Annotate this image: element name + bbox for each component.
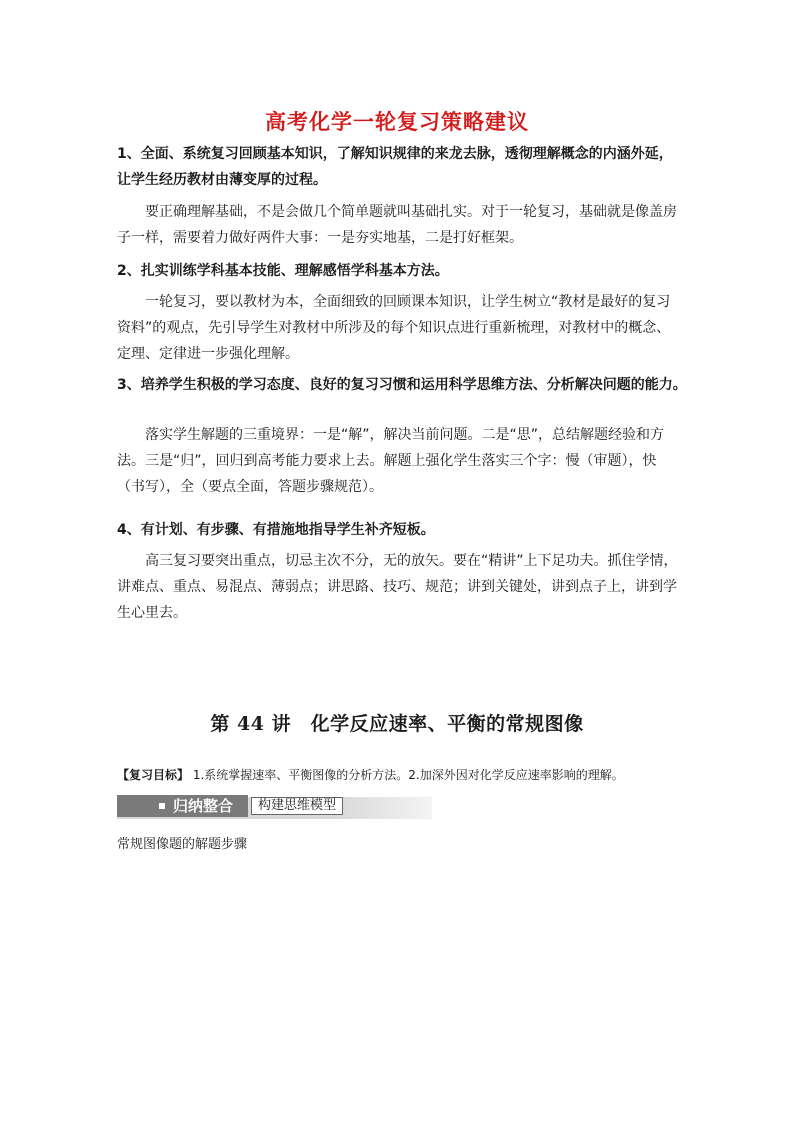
section-1-body: 要正确理解基础，不是会做几个简单题就叫基础扎实。对于一轮复习，基础就是像盖房子一样，需要着力做好两件大事：一是夯实地基，二是打好框架。 [117,204,677,246]
banner-dark-label: 归纳整合 [173,797,234,815]
banner-dark-tab [117,795,248,817]
square-bullet-icon [159,803,165,809]
review-goal-text: 1.系统掌握速率、平衡图像的分析方法。2.加深外因对化学反应速率影响的理解。 [192,768,624,782]
section-2-body: 一轮复习，要以教材为本，全面细致的回顾课本知识，让学生树立“教材是最好的复习资料”的观点，先引导学生对教材中所涉及的每个知识点进行重新梳理，对教材中的概念、定理、定律进一步强化理解。 [117,294,671,362]
banner-light-label: 构建思维模型 [251,797,343,815]
section-3 [117,372,697,500]
section-4-heading: 4、有计划、有步骤、有措施地指导学生补齐短板。 [117,522,435,538]
document-title: 高考化学一轮复习策略建议 [265,109,529,134]
section-1 [117,141,682,251]
section-1-heading: 1、全面、系统复习回顾基本知识，了解知识规律的来龙去脉，透彻理解概念的内涵外延，让学生经历教材由薄变厚的过程。 [117,146,673,188]
section-2-heading: 2、扎实训练学科基本技能、理解感悟学科基本方法。 [117,263,449,279]
section-3-body: 落实学生解题的三重境界：一是“解”，解决当前问题。二是“思”，总结解题经验和方法。三是“归”，回归到高考能力要求上去。解题上强化学生落实三个字：慢（审题），快（书写），全（要点全面，答题步骤规范）。 [117,427,665,495]
lecture-title: 第 44 讲 化学反应速率、平衡的常规图像 [210,713,584,735]
section-4-body: 高三复习要突出重点，切忌主次不分，无的放矢。要在“精讲”上下足功夫。抓住学情，讲难点、重点、易混点、薄弱点；讲思路、技巧、规范；讲到关键处，讲到点子上，讲到学生心里去。 [117,553,678,621]
section-banner [117,795,432,819]
review-goal [117,765,697,785]
section-2 [117,258,682,367]
section-3-heading: 3、培养学生积极的学习态度、良好的复习习惯和运用科学思维方法、分析解决问题的能力。 [117,377,687,393]
subheading: 常规图像题的解题步骤 [117,837,248,852]
review-goal-label: 【复习目标】 [117,768,190,782]
section-4 [117,517,682,626]
